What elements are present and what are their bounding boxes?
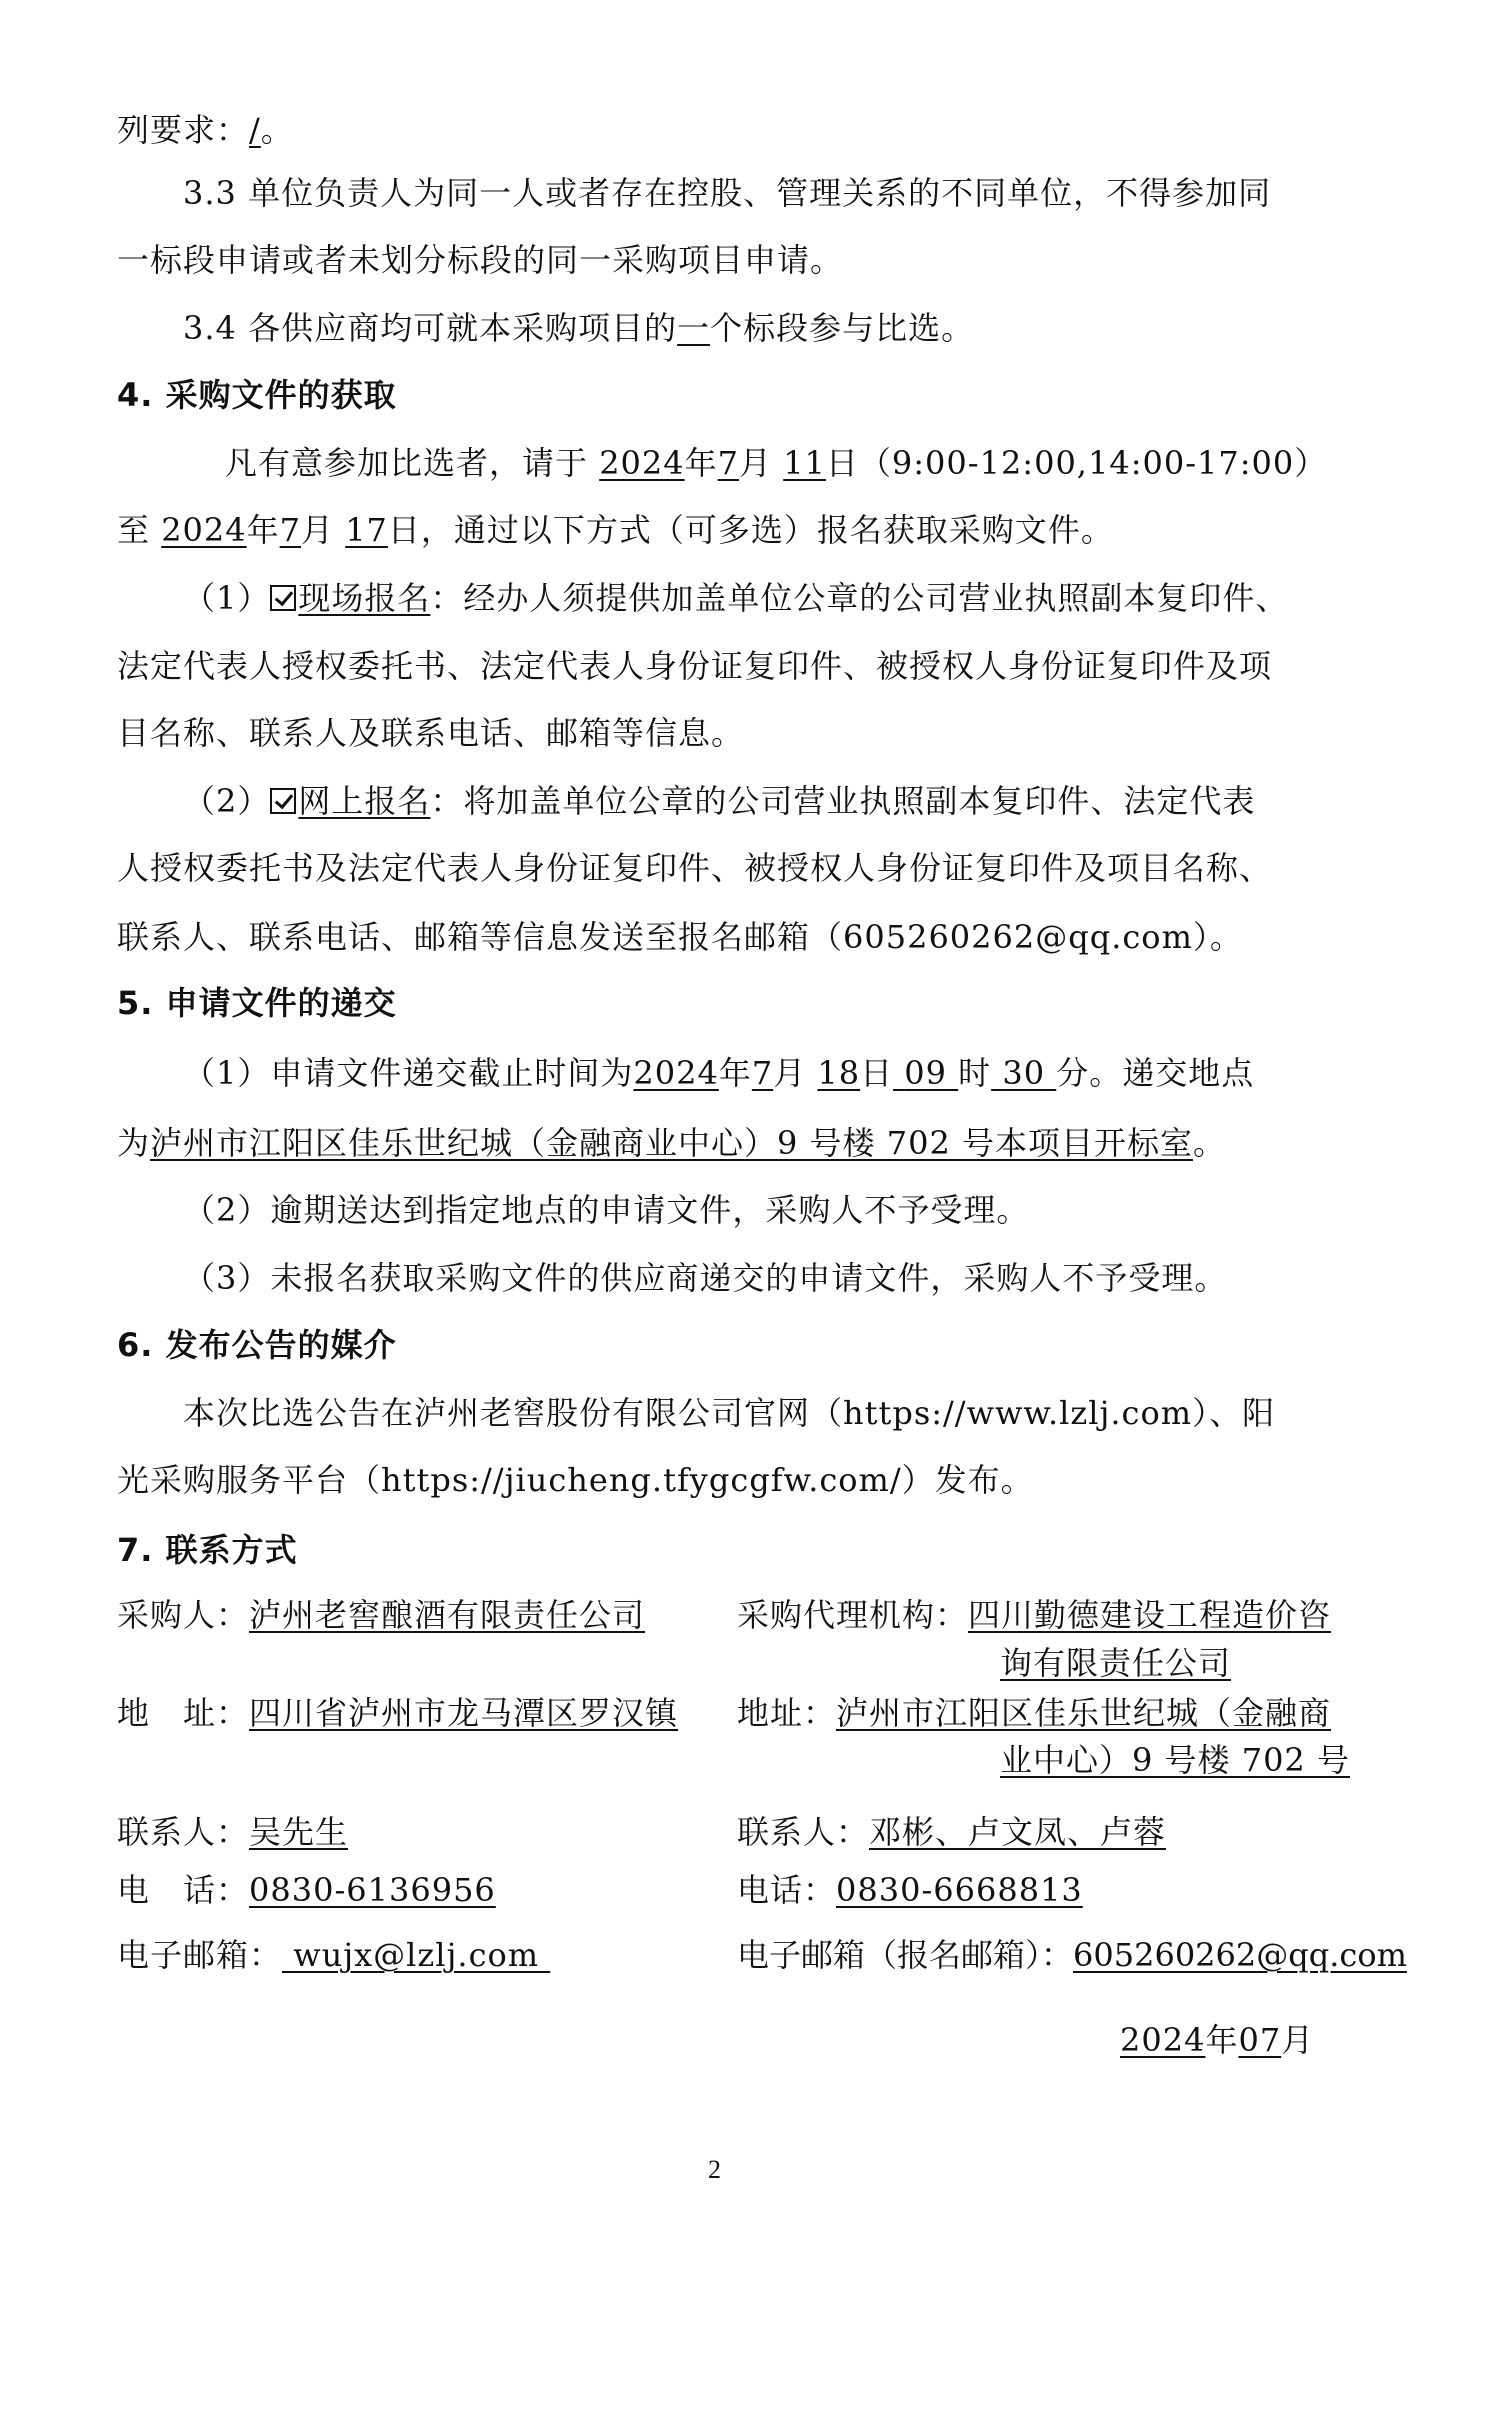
label: 采购代理机构： <box>737 1596 969 1634</box>
label: 采购人： <box>117 1596 250 1634</box>
text: 为 <box>117 1124 151 1162</box>
text: 年 <box>684 444 718 482</box>
text: 月 <box>301 511 335 549</box>
submission-deadline <box>183 1053 1254 1093</box>
date-month: 07 <box>1238 2021 1282 2059</box>
label: 电子邮箱： <box>117 1936 283 1974</box>
section-4-para1 <box>225 443 1327 483</box>
clause-3-4-prefix: 3.4 各供应商均可就本采购项目的 <box>183 309 678 347</box>
office-hours: 日（9:00-12:00,14:00-17:00） <box>825 444 1328 482</box>
text: （1）申请文件递交截止时间为 <box>183 1054 634 1092</box>
online-registration-line2: 人授权委托书及法定代表人身份证复印件、被授权人身份证复印件及项目名称、 <box>117 849 1273 887</box>
agency-email[interactable]: 605260262@qq.com <box>1073 1936 1407 1974</box>
section-5-heading: 5. 申请文件的递交 <box>117 984 397 1022</box>
online-registration-option[interactable] <box>270 782 430 820</box>
minute-value: 30 <box>1002 1054 1046 1092</box>
hour-value: 09 <box>904 1054 947 1092</box>
agency-address-row <box>737 1693 1331 1733</box>
text: 月 <box>1281 2021 1315 2059</box>
deadline-month: 7 <box>751 1054 774 1092</box>
onsite-registration-item <box>183 578 1288 618</box>
purchaser-phone: 0830-6136956 <box>249 1871 496 1909</box>
text: 月 <box>739 444 773 482</box>
text: 日 <box>860 1054 894 1092</box>
item-number: （2） <box>183 782 271 820</box>
onsite-registration-line2: 法定代表人授权委托书、法定代表人身份证复印件、被授权人身份证复印件及项 <box>117 647 1273 685</box>
agency-contact-row <box>737 1812 1166 1852</box>
agency-address-line1: 泸州市江阳区佳乐世纪城（金融商 <box>836 1694 1332 1732</box>
text: 年 <box>246 511 280 549</box>
end-day: 17 <box>345 511 388 549</box>
requirement-fragment <box>117 110 294 150</box>
item-number: （1） <box>183 579 271 617</box>
purchaser-phone-row <box>117 1870 496 1910</box>
section-4-heading: 4. 采购文件的获取 <box>117 376 397 414</box>
label: 联系人： <box>737 1813 870 1851</box>
document-date <box>1120 2020 1314 2060</box>
checkbox-checked-icon[interactable] <box>270 788 296 814</box>
deadline-year: 2024 <box>633 1054 719 1092</box>
clause-3-4-suffix: 个标段参与比选。 <box>710 309 975 347</box>
purchaser-email[interactable]: wujx@lzlj.com <box>282 1936 551 1974</box>
colon: ： <box>430 782 464 820</box>
label: 电 话： <box>117 1871 250 1909</box>
label: 电子邮箱（报名邮箱）： <box>737 1936 1074 1974</box>
agency-name-row <box>737 1595 1417 1635</box>
label: 电话： <box>737 1871 837 1909</box>
text: 时 <box>958 1054 992 1092</box>
online-registration-line3: 联系人、联系电话、邮箱等信息发送至报名邮箱（605260262@qq.com）。 <box>117 918 1243 956</box>
clause-3-4-value: 一 <box>677 309 711 347</box>
fragment-label: 列要求： <box>117 111 250 149</box>
section-7-heading: 7. 联系方式 <box>117 1531 298 1569</box>
agency-name-line1: 四川勤德建设工程造价咨 <box>968 1596 1332 1634</box>
page-number: 2 <box>708 2155 721 2184</box>
checkbox-checked-icon[interactable] <box>270 585 296 611</box>
label: 联系人： <box>117 1813 250 1851</box>
date-year: 2024 <box>1120 2021 1206 2059</box>
late-submission-rule: （2）逾期送达到指定地点的申请文件，采购人不予受理。 <box>183 1191 1030 1229</box>
purchaser-contact: 吴先生 <box>249 1813 349 1851</box>
text: 月 <box>773 1054 807 1092</box>
purchaser-email-row <box>117 1935 550 1975</box>
media-line2: 光采购服务平台（https://jiucheng.tfygcgfw.com/）发布。 <box>117 1461 1034 1499</box>
text: 。 <box>1192 1124 1226 1162</box>
option-label: 现场报名 <box>298 579 431 617</box>
section-4-para2 <box>117 510 1114 550</box>
agency-email-row <box>737 1935 1407 1975</box>
text: 年 <box>1205 2021 1239 2059</box>
onsite-registration-option[interactable] <box>270 579 430 617</box>
submission-place: 泸州市江阳区佳乐世纪城（金融商业中心）9 号楼 702 号本项目开标室 <box>150 1124 1193 1162</box>
agency-name-line2-row <box>1000 1643 1231 1683</box>
submission-location <box>117 1123 1226 1163</box>
start-month: 7 <box>717 444 739 482</box>
onsite-registration-line3: 目名称、联系人及联系电话、邮箱等信息。 <box>117 714 745 752</box>
colon: ： <box>430 579 464 617</box>
agency-contact: 邓彬、卢文凤、卢蓉 <box>869 1813 1167 1851</box>
clause-3-3-line2: 一标段申请或者未划分标段的同一采购项目申请。 <box>117 241 844 279</box>
text: 日，通过以下方式（可多选）报名获取采购文件。 <box>387 511 1114 549</box>
option-label: 网上报名 <box>298 782 431 820</box>
deadline-day: 18 <box>817 1054 861 1092</box>
clause-3-3-line1: 3.3 单位负责人为同一人或者存在控股、管理关系的不同单位，不得参加同 <box>183 174 1272 212</box>
item-text: 将加盖单位公章的公司营业执照副本复印件、法定代表 <box>463 782 1256 820</box>
label: 地址： <box>737 1694 837 1732</box>
agency-name-line2: 询有限责任公司 <box>1000 1644 1232 1682</box>
unregistered-submission-rule: （3）未报名获取采购文件的供应商递交的申请文件，采购人不予受理。 <box>183 1259 1228 1297</box>
end-month: 7 <box>279 511 301 549</box>
clause-3-4 <box>183 308 974 348</box>
purchaser-contact-row <box>117 1812 348 1852</box>
text: 年 <box>718 1054 752 1092</box>
text: 凡有意参加比选者，请于 <box>225 444 589 482</box>
start-day: 11 <box>783 444 826 482</box>
agency-phone-row <box>737 1870 1083 1910</box>
purchaser-address-row <box>117 1693 678 1733</box>
end-year: 2024 <box>161 511 247 549</box>
fragment-suffix: 。 <box>260 111 294 149</box>
label: 地 址： <box>117 1694 250 1732</box>
text: 至 <box>117 511 151 549</box>
deadline-minute <box>991 1054 1056 1092</box>
deadline-hour <box>893 1054 958 1092</box>
section-6-heading: 6. 发布公告的媒介 <box>117 1326 397 1364</box>
agency-phone: 0830-6668813 <box>836 1871 1083 1909</box>
purchaser-address: 四川省泸州市龙马潭区罗汉镇 <box>249 1694 679 1732</box>
start-year: 2024 <box>599 444 685 482</box>
fragment-value: / <box>249 111 261 149</box>
agency-address-line2: 业中心）9 号楼 702 号 <box>1000 1741 1350 1779</box>
text: 分。递交地点 <box>1056 1054 1255 1092</box>
item-text: 经办人须提供加盖单位公章的公司营业执照副本复印件、 <box>463 579 1289 617</box>
agency-address-line2-row <box>1000 1740 1350 1780</box>
purchaser-name-row <box>117 1595 645 1635</box>
purchaser-name: 泸州老窖酿酒有限责任公司 <box>249 1596 646 1634</box>
online-registration-item <box>183 781 1255 821</box>
media-line1: 本次比选公告在泸州老窖股份有限公司官网（https://www.lzlj.com）、阳 <box>183 1394 1276 1432</box>
